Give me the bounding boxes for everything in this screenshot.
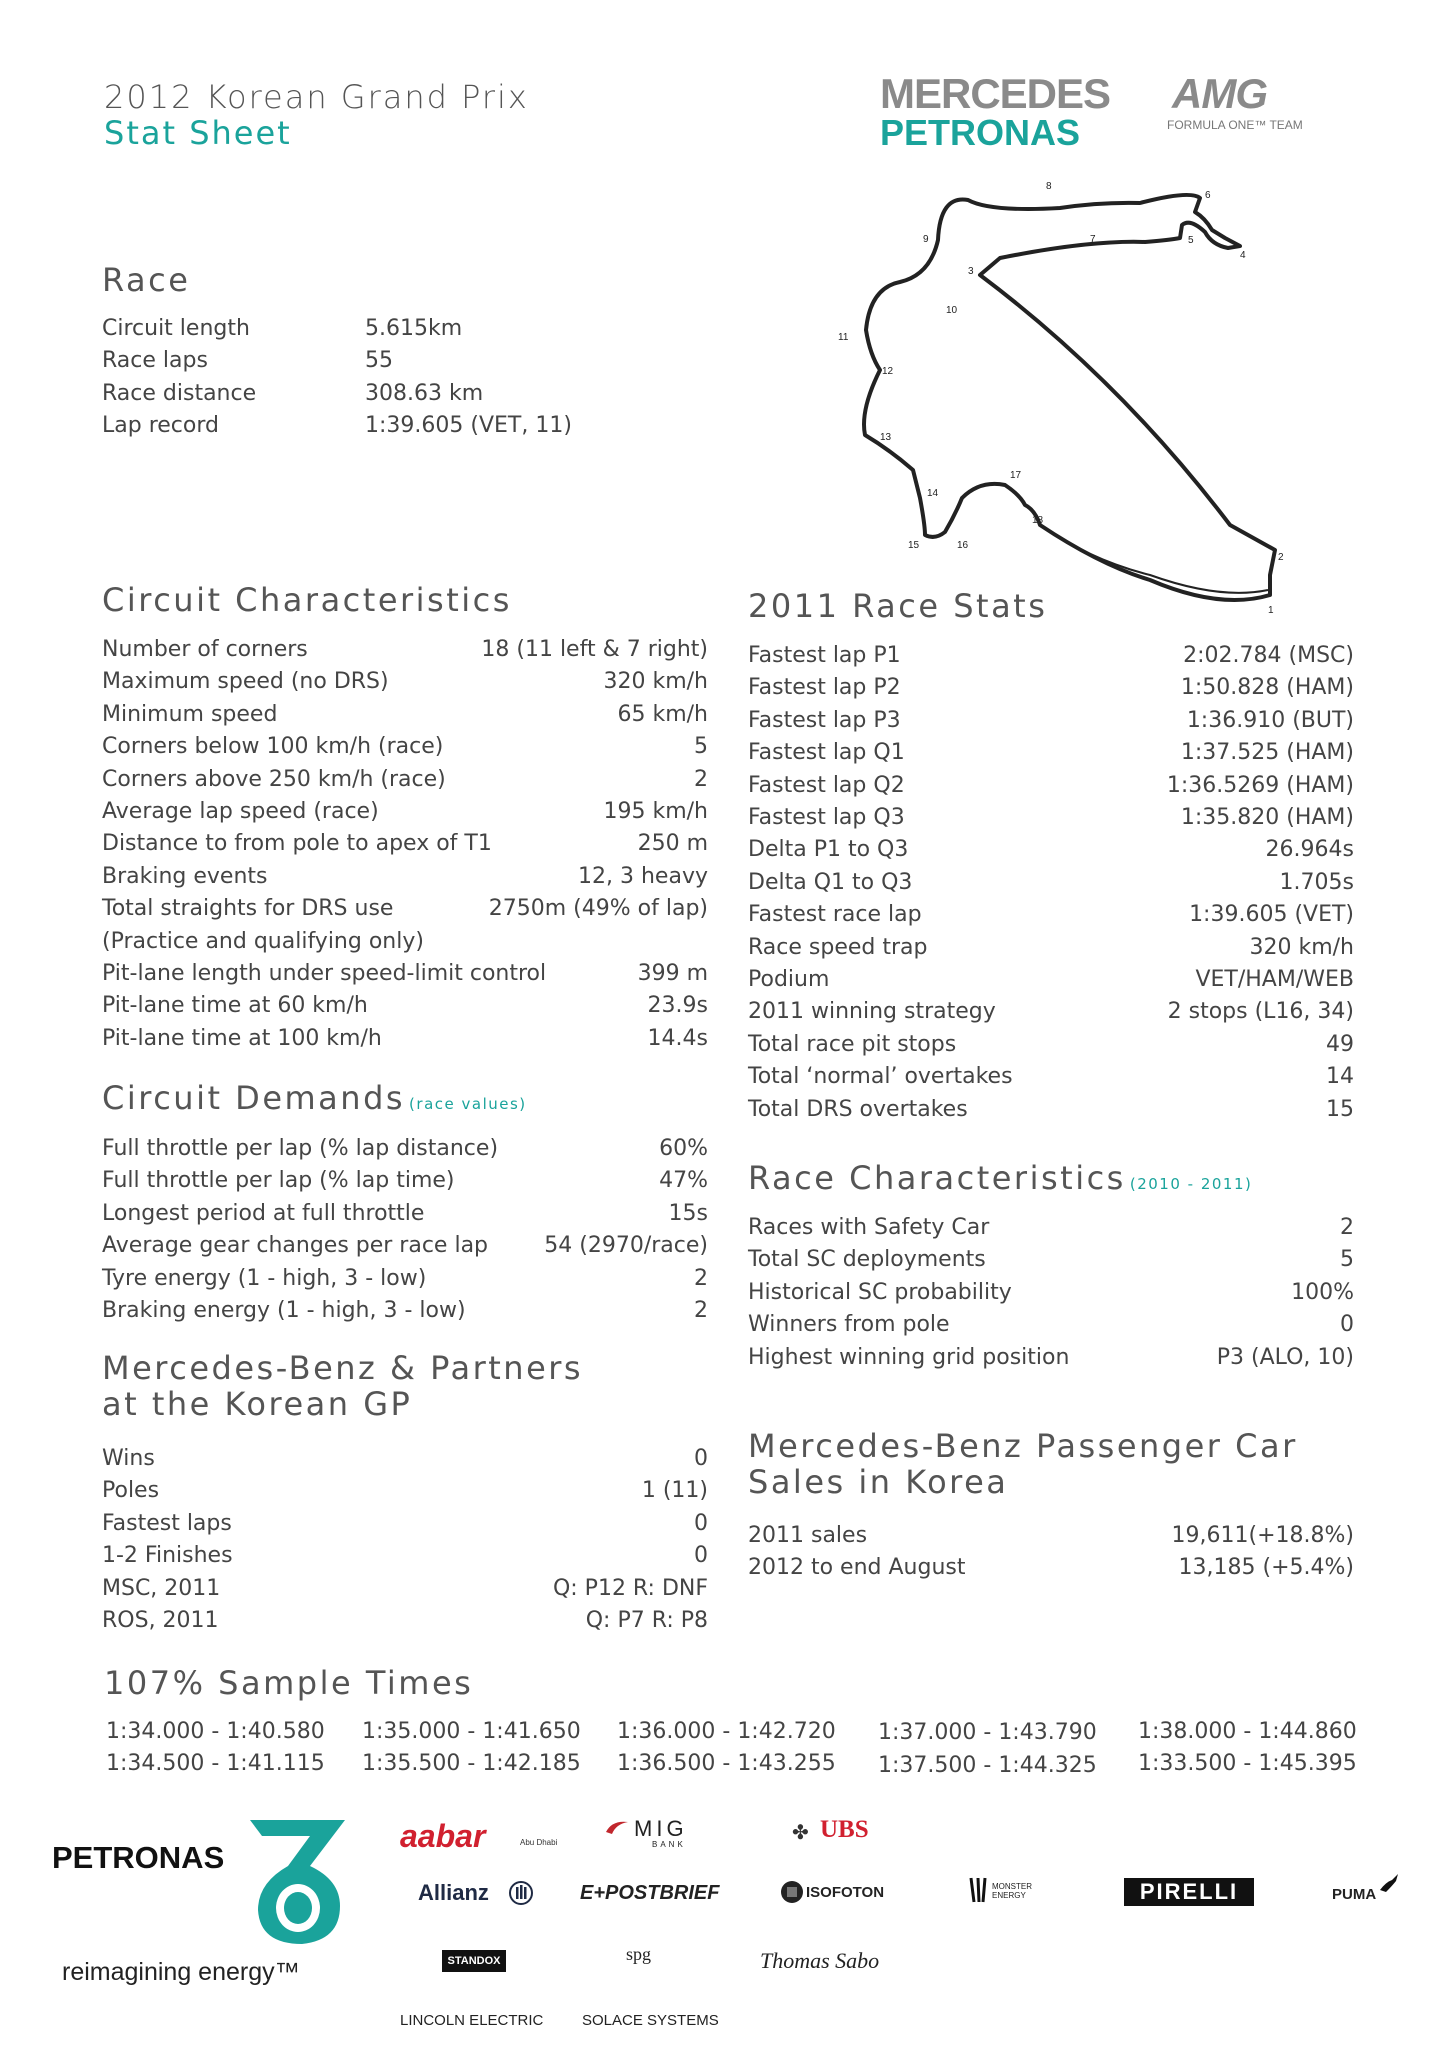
row-value: 250 m [637,831,708,857]
race-row-value: 308.63 km [365,380,484,406]
row-value: 2 [694,1265,708,1291]
table-row [748,899,1354,931]
row-label: Highest winning grid position [748,1344,1070,1370]
logo-mercedes-text: MERCEDES [880,70,1111,117]
allianz-eagle-icon [508,1880,534,1906]
ubs-logo: UBS [820,1816,869,1843]
partners-table [102,1443,708,1637]
sales-title-line1: Mercedes-Benz Passenger Car [748,1427,1298,1465]
row-value: 5 [694,734,708,760]
table-row [102,828,708,860]
table-row [102,1605,708,1637]
row-label: Distance to from pole to apex of T1 [102,831,492,857]
row-label: Braking events [102,863,268,889]
table-row [748,1309,1354,1341]
row-value: 1:35.820 (HAM) [1180,805,1354,831]
row-value: 15 [1326,1096,1354,1122]
isofoton-icon [780,1880,804,1904]
sample-time-cell: 1:33.500 - 1:45.395 [1138,1751,1357,1776]
table-row [102,1508,708,1540]
table-row [748,1212,1354,1244]
circuit-demands-title [102,1080,527,1122]
row-label: Maximum speed (no DRS) [102,669,389,695]
row-value: 2 [694,1298,708,1324]
table-row [748,1342,1354,1374]
row-label: 1-2 Finishes [102,1543,233,1569]
row-value: 1:50.828 (HAM) [1180,675,1354,701]
puma-logo: PUMA [1332,1886,1377,1903]
table-row [102,1230,708,1262]
ubs-keys-icon: ✤ [792,1822,809,1844]
circuit-demands-title-text: Circuit Demands [102,1079,406,1117]
turn-label-15: 15 [908,540,920,551]
row-label: Fastest lap P1 [748,643,901,668]
table-row [748,867,1354,899]
row-label: Corners below 100 km/h (race) [102,734,444,760]
row-value: 0 [1340,1312,1354,1338]
table-row [748,1277,1354,1309]
row-value: 2 [1340,1215,1354,1240]
turn-label-16: 16 [957,540,969,551]
row-label: 2011 sales [748,1523,868,1548]
table-row [102,990,708,1022]
row-value: 13,185 (+5.4%) [1178,1555,1354,1581]
track-outline [864,195,1275,600]
petronas-logo-text: PETRONAS [52,1840,225,1875]
race-characteristics-title-text: Race Characteristics [748,1159,1126,1197]
table-row [102,1540,708,1572]
turn-label-2: 2 [1278,552,1284,563]
row-value: 65 km/h [617,701,708,727]
table-row [102,666,708,698]
table-row [748,1061,1354,1093]
turn-label-11: 11 [838,332,849,343]
logo-formula-one-text: FORMULA ONE™ TEAM [1167,118,1303,132]
sample-time-cell: 1:37.000 - 1:43.790 [878,1720,1097,1745]
table-row [102,1023,708,1055]
table-row [102,796,708,828]
table-row [748,1094,1354,1126]
race-row-label: Lap record [102,413,219,439]
table-row [748,1244,1354,1276]
race-row-label: Circuit length [102,316,250,341]
row-value: 320 km/h [603,669,708,695]
row-value: 1 (11) [641,1478,708,1504]
table-row [102,764,708,796]
spg-logo: spg [626,1944,652,1964]
row-value: 0 [694,1543,708,1569]
sample-time-cell: 1:35.500 - 1:42.185 [362,1751,581,1776]
table-row [102,1198,708,1230]
row-label: Winners from pole [748,1312,950,1338]
row-value: 54 (2970/race) [544,1233,708,1259]
table-row [748,964,1354,996]
turn-label-14: 14 [927,488,939,499]
row-label: Wins [102,1446,155,1471]
table-row [748,996,1354,1028]
table-row [102,926,708,958]
row-label: Total ‘normal’ overtakes [748,1064,1013,1090]
race-characteristics-note: (2010 - 2011) [1129,1175,1253,1193]
row-label: Fastest race lap [748,902,922,928]
table-row [748,802,1354,834]
turn-label-18: 18 [1032,515,1044,526]
turn-label-12: 12 [882,366,894,377]
row-value: Q: P12 R: DNF [552,1575,708,1601]
sample-time-cell: 1:35.000 - 1:41.650 [362,1719,581,1744]
race-row [102,378,572,410]
row-label: Average gear changes per race lap [102,1233,489,1259]
row-value: 19,611(+18.8%) [1171,1523,1354,1548]
race-row [102,410,572,442]
row-value: 1.705s [1279,869,1354,895]
row-value: P3 (ALO, 10) [1216,1344,1354,1370]
race-characteristics-table [748,1212,1354,1374]
race-row-value: 5.615km [365,316,463,341]
row-value: 2 [694,766,708,792]
row-label: Total straights for DRS use [102,896,394,922]
row-label: Corners above 250 km/h (race) [102,766,446,792]
sample-times-title: 107% Sample Times [104,1664,474,1702]
row-label: Full throttle per lap (% lap time) [102,1168,455,1194]
circuit-characteristics-title: Circuit Characteristics [102,581,512,619]
row-label: Historical SC probability [748,1279,1012,1305]
turn-label-7: 7 [1090,234,1096,245]
race-stats-2011-table [748,640,1354,1126]
row-value: 2 stops (L16, 34) [1167,999,1354,1025]
table-row [748,932,1354,964]
row-value: 0 [694,1446,708,1471]
mercedes-amg-petronas-logo [880,70,1350,160]
row-label: Tyre energy (1 - high, 3 - low) [102,1265,427,1291]
pirelli-logo: PIRELLI [1124,1878,1254,1906]
row-value: 14.4s [647,1025,708,1051]
aabar-logo: aabar [400,1818,486,1854]
sample-time-cell: 1:34.500 - 1:41.115 [106,1751,325,1776]
row-value: 320 km/h [1249,934,1354,960]
row-value: 15s [668,1200,708,1226]
row-value: 5 [1340,1247,1354,1273]
table-row [748,1029,1354,1061]
row-label: 2012 to end August [748,1555,966,1581]
table-row [102,893,708,925]
row-label: Podium [748,967,830,993]
sample-time-cell: 1:36.000 - 1:42.720 [617,1719,836,1744]
row-value: 1:37.525 (HAM) [1180,740,1354,766]
row-value: 1:36.5269 (HAM) [1166,772,1354,798]
table-row [102,1295,708,1327]
table-row [102,958,708,990]
monster-logo: MONSTER ENERGY [992,1882,1032,1900]
turn-label-4: 4 [1240,250,1246,261]
row-label: Total SC deployments [748,1247,986,1273]
row-label: Pit-lane time at 60 km/h [102,993,368,1019]
row-label: Minimum speed [102,701,278,727]
table-row [102,1165,708,1197]
row-value: 1:36.910 (BUT) [1186,707,1354,733]
row-value: 399 m [637,961,708,987]
turn-label-1: 1 [1268,605,1274,616]
table-row [748,640,1354,672]
row-label: Full throttle per lap (% lap distance) [102,1136,499,1161]
race-row-value: 55 [365,348,393,374]
race-row-value: 1:39.605 (VET, 11) [365,413,572,439]
turn-label-6: 6 [1205,190,1211,201]
lincoln-electric-text: LINCOLN ELECTRIC [400,2012,544,2029]
table-row [748,834,1354,866]
row-value: 60% [659,1136,708,1161]
row-label: Total race pit stops [748,1031,957,1057]
row-label: Fastest lap Q2 [748,772,905,798]
row-value: Q: P7 R: P8 [585,1608,708,1634]
turn-label-5: 5 [1188,235,1194,246]
row-value: 12, 3 heavy [578,863,708,889]
row-label: Fastest lap Q1 [748,740,905,766]
mig-logo: MIG [634,1816,688,1841]
partners-title-line1: Mercedes-Benz & Partners [102,1349,584,1387]
race-characteristics-title [748,1160,1252,1202]
table-row [748,705,1354,737]
table-row [102,1573,708,1605]
row-value: 100% [1291,1279,1354,1305]
sample-time-cell: 1:36.500 - 1:43.255 [617,1751,836,1776]
row-label: Number of corners [102,637,308,662]
circuit-demands-table [102,1133,708,1327]
race-row [102,345,572,377]
race-row-label: Race distance [102,380,257,406]
row-value: 47% [659,1168,708,1194]
table-row [102,1133,708,1165]
row-label: Races with Safety Car [748,1215,990,1240]
row-label: Fastest lap P2 [748,675,901,701]
row-label: Delta P1 to Q3 [748,837,909,863]
logo-petronas-text: PETRONAS [880,112,1081,153]
table-row [102,1443,708,1475]
page-title: 2012 Korean Grand Prix [104,78,529,116]
race-section-title: Race [102,261,191,299]
table-row [102,699,708,731]
race-row [102,313,572,345]
isofoton-logo: ISOFOTON [806,1884,885,1901]
row-label: Braking energy (1 - high, 3 - low) [102,1298,466,1324]
petronas-tagline: reimagining energy™ [62,1958,300,1986]
circuit-demands-note: (race values) [409,1095,527,1113]
circuit-map [800,180,1300,620]
table-row [748,672,1354,704]
circuit-characteristics-table [102,634,708,1055]
race-section [102,313,572,443]
partners-title-line2: at the Korean GP [102,1385,413,1423]
turn-label-10: 10 [946,305,958,316]
row-label: ROS, 2011 [102,1608,219,1634]
row-label: Total DRS overtakes [748,1096,968,1122]
row-value: 2:02.784 (MSC) [1183,643,1354,668]
row-value: 2750m (49% of lap) [488,896,708,922]
logo-amg-text: AMG [1172,70,1267,117]
table-row [748,1552,1354,1584]
turn-label-9: 9 [923,234,929,245]
sales-table [748,1520,1354,1585]
standox-logo: STANDOX [442,1950,506,1972]
row-value: 26.964s [1265,837,1354,863]
row-value: 49 [1326,1031,1354,1057]
table-row [102,634,708,666]
sample-time-cell: 1:34.000 - 1:40.580 [106,1719,325,1744]
row-label: Pit-lane length under speed-limit control [102,961,547,987]
race-row-label: Race laps [102,348,208,374]
thomas-sabo-logo: Thomas Sabo [760,1948,880,1973]
aabar-logo-subtext: Abu Dhabi [520,1838,558,1847]
table-row [748,737,1354,769]
row-value: 23.9s [647,993,708,1019]
sample-time-cell: 1:37.500 - 1:44.325 [878,1753,1097,1778]
row-value: 14 [1326,1064,1354,1090]
race-stats-2011-title: 2011 Race Stats [748,587,1048,625]
turn-label-13: 13 [880,432,892,443]
row-value: 1:39.605 (VET) [1189,902,1354,928]
mig-logo-subtext: BANK [652,1840,686,1849]
sample-time-cell: 1:38.000 - 1:44.860 [1138,1719,1357,1744]
table-row [102,731,708,763]
table-row [102,861,708,893]
row-label: Fastest lap Q3 [748,805,905,831]
row-label: Fastest laps [102,1510,232,1536]
row-label: Poles [102,1478,160,1504]
row-label: Fastest lap P3 [748,707,901,733]
row-label: (Practice and qualifying only) [102,928,424,954]
mig-bank-swoosh-icon [602,1818,632,1842]
row-label: Race speed trap [748,934,928,960]
turn-label-8: 8 [1046,181,1052,192]
row-value: VET/HAM/WEB [1195,967,1354,993]
monster-claw-icon [968,1876,992,1904]
row-label: 2011 winning strategy [748,999,996,1025]
petronas-emblem-icon [240,1818,350,1948]
row-label: Longest period at full throttle [102,1200,425,1226]
row-label: Pit-lane time at 100 km/h [102,1025,382,1051]
epostbrief-logo: E+POSTBRIEF [580,1882,720,1904]
sales-title-line2: Sales in Korea [748,1463,1009,1501]
solace-systems-text: SOLACE SYSTEMS [582,2012,719,2029]
table-row [102,1475,708,1507]
row-value: 18 (11 left & 7 right) [481,637,708,662]
turn-label-17: 17 [1010,470,1022,481]
table-row [102,1263,708,1295]
page-subtitle: Stat Sheet [104,114,292,152]
row-value: 195 km/h [603,799,708,825]
puma-cat-icon [1378,1872,1400,1894]
table-row [748,1520,1354,1552]
row-label: Delta Q1 to Q3 [748,869,913,895]
table-row [748,770,1354,802]
row-value: 0 [694,1510,708,1536]
allianz-logo: Allianz [418,1880,489,1905]
row-label: Average lap speed (race) [102,799,379,825]
row-label: MSC, 2011 [102,1575,221,1601]
turn-label-3: 3 [968,266,974,277]
